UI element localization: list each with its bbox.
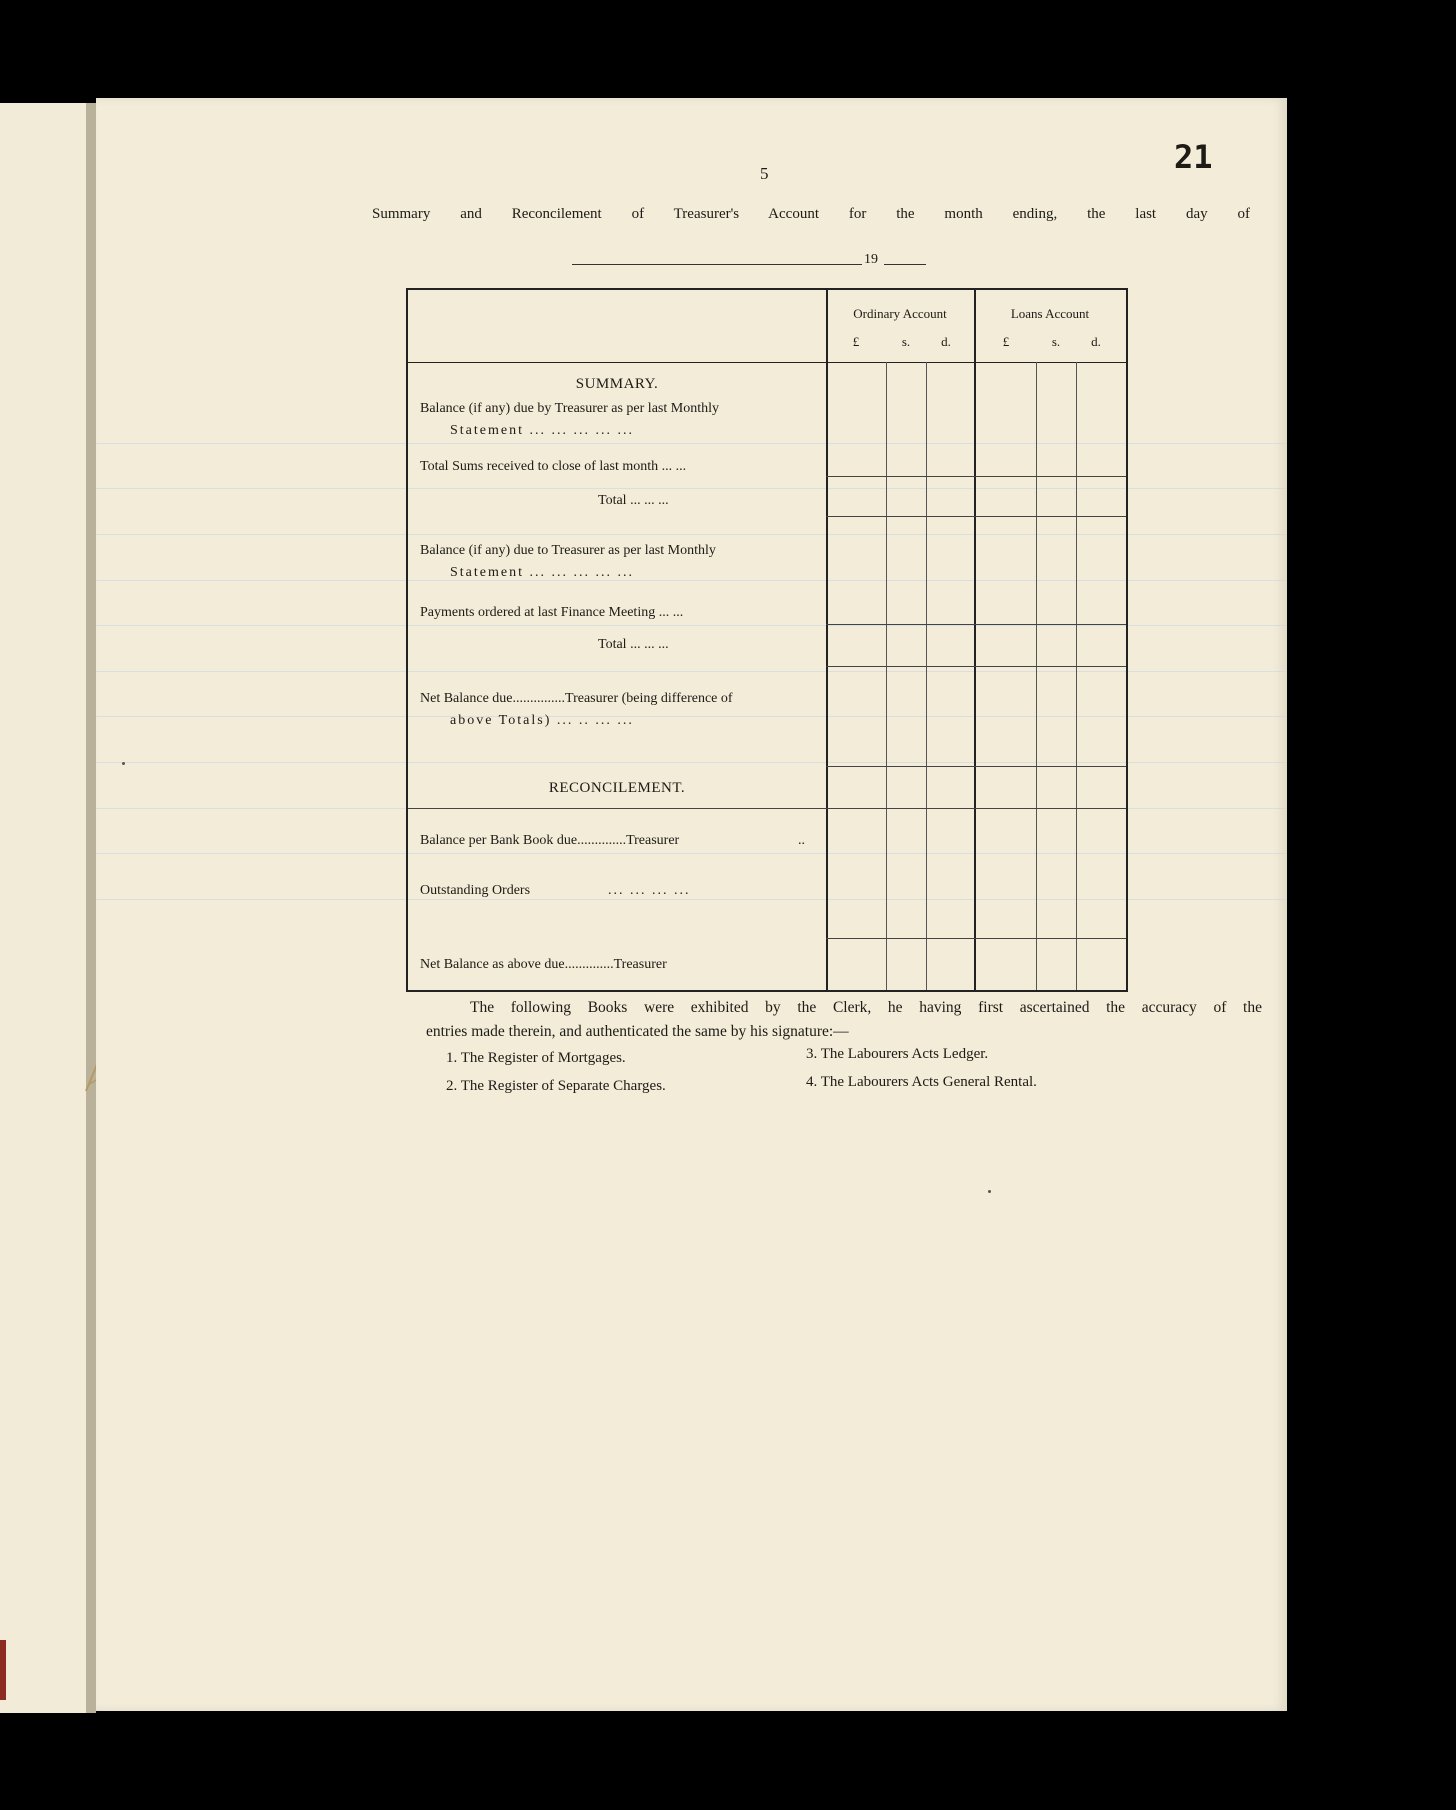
row-outstanding-dots: ... ... ... ...	[608, 883, 691, 898]
row-balance-due-by: Balance (if any) due by Treasurer as per last Monthly Statement ... ... ... ... ...	[420, 401, 719, 438]
book-item-3: 3. The Labourers Acts Ledger.	[806, 1046, 989, 1062]
account-table	[406, 288, 1128, 992]
row-net-balance-above: Net Balance as above due..............Treasurer	[420, 957, 667, 972]
form-heading: Summary and Reconcilement of Treasurer's Account for the month ending, the last day of	[372, 206, 1250, 222]
ordinary-account-header: Ordinary Account	[853, 306, 947, 321]
pence-unit-ordinary: d.	[941, 334, 951, 349]
year-prefix: 19	[864, 252, 878, 267]
pounds-unit-loans: £	[1002, 334, 1010, 349]
book-item-4: 4. The Labourers Acts General Rental.	[806, 1074, 1037, 1090]
loans-account-header: Loans Account	[1010, 306, 1090, 321]
row-total-2: Total ... ... ...	[598, 637, 669, 652]
page-number: 5	[760, 164, 769, 183]
row-bank-book-dots: ..	[798, 833, 805, 848]
book-item-2: 2. The Register of Separate Charges.	[446, 1078, 666, 1094]
row-total-sums-received: Total Sums received to close of last month ... ...	[420, 459, 687, 474]
row-total-1: Total ... ... ...	[598, 493, 669, 508]
ledger-page	[96, 98, 1287, 1711]
folio-number: 21	[1174, 138, 1213, 176]
row-balance-due-to: Balance (if any) due to Treasurer as per last Monthly Statement ... ... ... ... ...	[420, 543, 716, 580]
row-outstanding-orders: Outstanding Orders	[420, 883, 531, 898]
row-payments-ordered: Payments ordered at last Finance Meeting ... ...	[420, 605, 684, 620]
reconcilement-title: RECONCILEMENT.	[548, 780, 686, 796]
date-blank	[572, 248, 952, 268]
shillings-unit-ordinary: s.	[901, 334, 911, 349]
pounds-unit-ordinary: £	[852, 334, 860, 349]
summary-title: SUMMARY.	[575, 376, 659, 392]
row-net-balance-due: Net Balance due...............Treasurer (being difference of above Totals) ... .. ... ...	[420, 691, 733, 728]
books-exhibited-paragraph: The following Books were exhibited by the Clerk, he having first ascertained the accuracy of the entries made therein, and authenticated the same by his signature:—	[426, 999, 1262, 1040]
book-item-1: 1. The Register of Mortgages.	[446, 1050, 626, 1066]
binding-edge	[0, 1640, 6, 1700]
facing-page-edge	[0, 103, 96, 1713]
row-bank-book-balance: Balance per Bank Book due..............Treasurer	[420, 833, 680, 848]
shillings-unit-loans: s.	[1051, 334, 1061, 349]
pence-unit-loans: d.	[1091, 334, 1101, 349]
